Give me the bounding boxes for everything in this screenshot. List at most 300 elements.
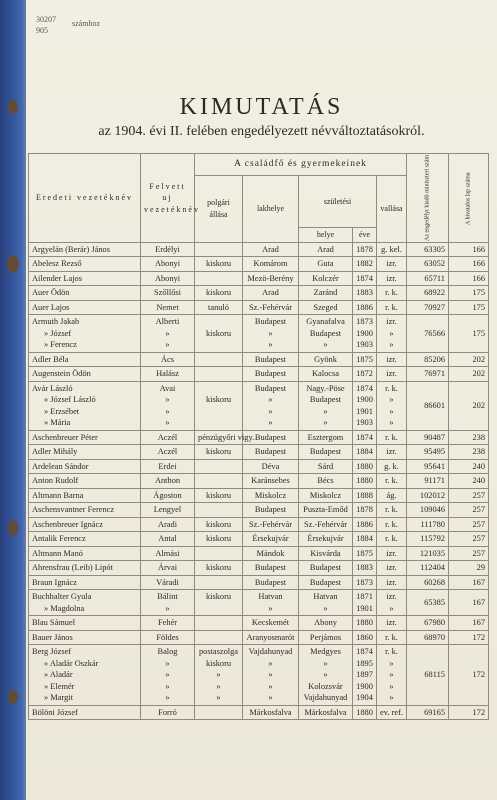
original-name-line: » József (44, 328, 72, 338)
ministry-number-cell: 60268 (407, 575, 449, 590)
new-name-line: » (165, 670, 170, 680)
original-name-line: Bölöni József (32, 707, 78, 717)
status-line: » (216, 670, 221, 680)
birth-year-cell (353, 459, 377, 474)
gazette-number-cell: 202 (449, 352, 489, 367)
religion-line: » (389, 340, 394, 350)
ministry-number-cell: 63305 (407, 242, 449, 257)
religion-line: r. k. (385, 647, 398, 657)
residence-cell (243, 488, 299, 503)
residence-line: Aranyosmarót (246, 632, 295, 642)
status-line (198, 383, 239, 395)
residence-cell (243, 616, 299, 631)
birth-year-cell (353, 532, 377, 547)
residence-cell (243, 257, 299, 272)
gazette-number-cell: 29 (449, 561, 489, 576)
new-name-line: Bálint (157, 592, 178, 602)
residence-line: Sz.-Fehérvár (248, 302, 293, 312)
original-name-line: Abelesz Rezső (32, 259, 82, 269)
gazette-number-cell: 257 (449, 532, 489, 547)
header-ministry-number: Az engedélyt kiadó miniszteri szám (407, 154, 449, 243)
new-name-cell (141, 488, 195, 503)
residence-cell (243, 561, 299, 576)
status-cell (195, 546, 243, 561)
birth-place-line: Miskolcz (309, 490, 342, 500)
status-line: kiskoru (205, 395, 232, 405)
book-spine (0, 0, 26, 800)
name-change-table (28, 153, 489, 720)
new-name-line: Ács (160, 354, 175, 364)
status-line (198, 368, 239, 380)
original-name-cell (29, 445, 141, 460)
birth-place-cell (299, 242, 353, 257)
original-name-cell (29, 546, 141, 561)
status-cell (195, 367, 243, 382)
residence-cell (243, 645, 299, 706)
status-cell (195, 474, 243, 489)
status-line: kiskoru (205, 490, 232, 500)
birth-place-cell (299, 488, 353, 503)
religion-line: r. k. (385, 288, 398, 298)
birth-place-cell (299, 503, 353, 518)
residence-cell (243, 517, 299, 532)
religion-cell (377, 630, 407, 645)
residence-line: Karánsebes (251, 476, 290, 486)
original-name-line: » Aladár (44, 670, 73, 680)
new-name-line: » (165, 406, 170, 416)
table-row (29, 352, 489, 367)
birth-year-line: 1901 (356, 603, 373, 613)
birth-year-line: 1880 (356, 707, 373, 717)
birth-year-line: 1878 (356, 505, 373, 515)
birth-place-line: Budapest (309, 447, 342, 457)
residence-cell (243, 532, 299, 547)
ministry-number-cell: 69165 (407, 705, 449, 720)
birth-year-cell (353, 381, 377, 430)
religion-line: » (389, 693, 394, 703)
status-line: postaszolga (198, 647, 239, 657)
original-name-line: Bauer János (32, 632, 73, 642)
original-name-line: Ardelean Sándor (32, 461, 89, 471)
religion-cell (377, 590, 407, 616)
birth-place-line: Érsekujvár (307, 534, 344, 544)
birth-year-line: 1900 (356, 681, 373, 691)
original-name-line: » Ferencz (44, 340, 77, 350)
residence-line: Sz.-Fehérvár (248, 519, 293, 529)
birth-place-line: Budapest (309, 563, 342, 573)
new-name-cell (141, 630, 195, 645)
ministry-number-cell: 65711 (407, 271, 449, 286)
birth-place-cell (299, 616, 353, 631)
religion-line: izr. (386, 259, 397, 269)
birth-year-line: 1874 (356, 647, 373, 657)
birth-place-line: Budapest (309, 328, 342, 338)
original-name-cell (29, 474, 141, 489)
status-cell (195, 286, 243, 301)
document-subtitle: az 1904. évi II. felében engedélyezett névváltoztatásokról. (98, 124, 425, 139)
birth-place-line: » (323, 340, 328, 350)
new-name-line: Avai (159, 383, 176, 393)
original-name-line: Auer Ödön (32, 288, 70, 298)
status-line: tanuló (208, 302, 229, 312)
header-status: polgári állása (195, 176, 243, 243)
original-name-cell (29, 575, 141, 590)
religion-line: izr. (386, 273, 397, 283)
residence-line: Miskolcz (254, 490, 287, 500)
new-name-cell (141, 503, 195, 518)
new-name-cell (141, 257, 195, 272)
new-name-cell (141, 286, 195, 301)
new-name-line: Alberti (155, 317, 180, 327)
birth-place-cell (299, 532, 353, 547)
birth-year-line: 1873 (356, 317, 373, 327)
residence-line: Mezö-Berény (247, 273, 294, 283)
reference-note: számhoz (72, 19, 100, 28)
status-line: kiskoru (205, 519, 232, 529)
original-name-line: Adler Mihály (32, 447, 78, 457)
original-name-cell (29, 630, 141, 645)
new-name-cell (141, 352, 195, 367)
new-name-line: » (165, 603, 170, 613)
birth-place-cell (299, 300, 353, 315)
original-name-line: Anton Rudolf (32, 476, 79, 486)
religion-cell (377, 561, 407, 576)
religion-line: izr. (386, 447, 397, 457)
new-name-line: » (165, 328, 170, 338)
religion-cell (377, 430, 407, 445)
religion-line: izr. (386, 592, 397, 602)
new-name-line: Árvai (157, 563, 178, 573)
birth-place-line: » (323, 418, 328, 428)
table-row (29, 575, 489, 590)
birth-place-cell (299, 517, 353, 532)
status-cell (195, 430, 255, 445)
header-religion: vallása (377, 176, 407, 243)
table-row (29, 517, 489, 532)
binding-hole (8, 690, 18, 704)
new-name-cell (141, 242, 195, 257)
ministry-number-cell: 112404 (407, 561, 449, 576)
birth-place-line: Nagy.-Pöse (306, 383, 345, 393)
birth-year-cell (353, 705, 377, 720)
new-name-cell (141, 532, 195, 547)
status-line (198, 417, 239, 429)
original-name-cell (29, 367, 141, 382)
birth-year-cell (353, 546, 377, 561)
new-name-cell (141, 645, 195, 706)
status-cell (195, 242, 243, 257)
new-name-line: Abonyi (154, 273, 181, 283)
birth-year-line: 1873 (356, 577, 373, 587)
religion-line: r. k. (385, 302, 398, 312)
original-name-cell (29, 488, 141, 503)
original-name-line: Aschenbreuer Ignácz (32, 519, 103, 529)
original-name-line: » Elemér (44, 681, 75, 691)
new-name-cell (141, 300, 195, 315)
birth-year-line: 1886 (356, 302, 373, 312)
table-row (29, 381, 489, 430)
religion-line: » (389, 681, 394, 691)
original-name-cell (29, 315, 141, 353)
residence-line: » (268, 693, 273, 703)
original-name-cell (29, 590, 141, 616)
original-name-cell (29, 286, 141, 301)
ministry-number-cell: 111780 (407, 517, 449, 532)
new-name-line: Abonyi (154, 259, 181, 269)
birth-year-line: 1903 (356, 340, 373, 350)
birth-year-line: 1875 (356, 354, 373, 364)
birth-place-cell (299, 352, 353, 367)
status-line (198, 577, 239, 589)
birth-year-cell (353, 367, 377, 382)
birth-place-line: Kalocsa (312, 369, 339, 379)
original-name-cell (29, 430, 141, 445)
status-line: kiskoru (205, 658, 232, 668)
birth-year-line: 1883 (356, 563, 373, 573)
birth-year-cell (353, 352, 377, 367)
religion-line: izr. (386, 618, 397, 628)
birth-year-cell (353, 430, 377, 445)
birth-place-line: Szeged (313, 302, 338, 312)
status-line (198, 603, 239, 615)
original-name-cell (29, 517, 141, 532)
status-line (198, 406, 239, 418)
new-name-line: » (165, 418, 170, 428)
birth-place-cell (299, 575, 353, 590)
ministry-number-cell: 65385 (407, 590, 449, 616)
birth-year-line: 1878 (356, 244, 373, 254)
ministry-number-cell: 102012 (407, 488, 449, 503)
birth-year-cell (353, 517, 377, 532)
religion-cell (377, 705, 407, 720)
status-cell (195, 315, 243, 353)
status-cell (195, 590, 243, 616)
birth-year-cell (353, 300, 377, 315)
residence-line: Márkosfalva (249, 707, 292, 717)
new-name-cell (141, 575, 195, 590)
table-row (29, 561, 489, 576)
new-name-line: Aczél (157, 432, 178, 442)
original-name-line: Blau Sámuel (32, 618, 76, 628)
table-row (29, 645, 489, 706)
residence-line: Hatvan (258, 592, 283, 602)
birth-year-cell (353, 242, 377, 257)
birth-year-line: 1897 (356, 670, 373, 680)
residence-cell (243, 315, 299, 353)
new-name-line: Nemet (156, 302, 179, 312)
residence-line: » (268, 681, 273, 691)
original-name-cell (29, 257, 141, 272)
religion-line: » (389, 658, 394, 668)
birth-year-line: 1904 (356, 693, 373, 703)
residence-line: Budapest (254, 354, 287, 364)
status-line (198, 339, 239, 351)
residence-cell (243, 300, 299, 315)
birth-year-cell (353, 445, 377, 460)
status-cell (195, 271, 243, 286)
residence-cell (243, 474, 299, 489)
table-row (29, 532, 489, 547)
residence-line: » (268, 658, 273, 668)
birth-place-cell (299, 474, 353, 489)
birth-year-line: 1871 (356, 592, 373, 602)
birth-place-cell (299, 546, 353, 561)
ministry-number-cell: 68115 (407, 645, 449, 706)
birth-place-cell (299, 630, 353, 645)
table-row (29, 616, 489, 631)
original-name-line: Aschensvantner Ferencz (32, 505, 115, 515)
status-cell (195, 561, 243, 576)
birth-year-line: 1903 (356, 418, 373, 428)
birth-year-line: 1872 (356, 369, 373, 379)
original-name-cell (29, 300, 141, 315)
status-cell (195, 630, 243, 645)
original-name-line: Auer Lajos (32, 302, 70, 312)
religion-line: » (389, 406, 394, 416)
status-line: kiskoru (205, 447, 232, 457)
new-name-line: Almási (155, 548, 180, 558)
birth-year-cell (353, 315, 377, 353)
residence-line: » (268, 395, 273, 405)
birth-year-cell (353, 474, 377, 489)
ministry-number-cell: 95641 (407, 459, 449, 474)
religion-cell (377, 575, 407, 590)
religion-cell (377, 459, 407, 474)
religion-line: g. k. (384, 461, 399, 471)
table-row (29, 546, 489, 561)
new-name-line: Balog (157, 647, 178, 657)
original-name-cell (29, 705, 141, 720)
birth-year-line: 1880 (356, 461, 373, 471)
residence-line: Budapest (254, 383, 287, 393)
header-original-name: Eredeti vezetéknév (29, 154, 141, 243)
status-line: kiskoru (205, 534, 232, 544)
birth-place-line: Medgyes (310, 647, 341, 657)
birth-place-line: » (323, 603, 328, 613)
header-residence: lakhelye (243, 176, 299, 243)
gazette-number-cell: 202 (449, 367, 489, 382)
status-cell (195, 459, 243, 474)
original-name-line: Avár László (32, 383, 73, 393)
religion-cell (377, 474, 407, 489)
birth-year-cell (353, 271, 377, 286)
binding-hole (8, 100, 18, 114)
original-name-line: Aschenbreuer Péter (32, 432, 98, 442)
new-name-cell (141, 590, 195, 616)
birth-place-line: » (323, 670, 328, 680)
birth-year-line: 1884 (356, 534, 373, 544)
birth-place-line: Esztergom (307, 432, 344, 442)
original-name-cell (29, 616, 141, 631)
header-birth-place: helye (299, 228, 353, 243)
original-name-line: Argyelán (Berár) János (32, 244, 110, 254)
birth-year-line: 1880 (356, 618, 373, 628)
original-name-line: » József László (44, 395, 96, 405)
religion-line: r. k. (385, 476, 398, 486)
gazette-number-cell: 166 (449, 242, 489, 257)
original-name-cell (29, 271, 141, 286)
religion-cell (377, 367, 407, 382)
status-cell (195, 645, 243, 706)
status-line: » (216, 693, 221, 703)
table-row (29, 300, 489, 315)
birth-year-line: 1880 (356, 476, 373, 486)
religion-line: r. k. (385, 534, 398, 544)
status-cell (195, 300, 243, 315)
birth-year-line: 1860 (356, 632, 373, 642)
religion-line: izr. (386, 369, 397, 379)
new-name-cell (141, 561, 195, 576)
birth-year-cell (353, 257, 377, 272)
ministry-number-cell: 76566 (407, 315, 449, 353)
residence-cell (243, 590, 299, 616)
original-name-cell (29, 242, 141, 257)
gazette-number-cell: 166 (449, 257, 489, 272)
residence-line: » (268, 328, 273, 338)
status-cell (195, 503, 243, 518)
status-cell (195, 488, 243, 503)
table-row (29, 257, 489, 272)
new-name-cell (141, 517, 195, 532)
original-name-line: Augenstein Ödön (32, 369, 91, 379)
status-line: kiskoru (205, 259, 232, 269)
reference-line-1: 30207 (36, 15, 56, 24)
original-name-cell (29, 352, 141, 367)
birth-year-cell (353, 503, 377, 518)
header-birth-year: éve (353, 228, 377, 243)
birth-place-line: Sz.-Fehérvár (303, 519, 348, 529)
ministry-number-cell: 76971 (407, 367, 449, 382)
religion-line: izr. (386, 563, 397, 573)
religion-cell (377, 503, 407, 518)
ministry-number-cell: 115792 (407, 532, 449, 547)
residence-cell (243, 286, 299, 301)
new-name-cell (141, 705, 195, 720)
birth-place-line: Perjámos (309, 632, 342, 642)
birth-year-line: 1900 (356, 328, 373, 338)
religion-cell (377, 315, 407, 353)
original-name-cell (29, 503, 141, 518)
birth-year-line: 1875 (356, 548, 373, 558)
birth-year-line: 1895 (356, 658, 373, 668)
new-name-cell (141, 459, 195, 474)
status-line (198, 273, 239, 285)
new-name-line: Halász (156, 369, 179, 379)
birth-year-line: 1874 (356, 383, 373, 393)
religion-line: ág. (386, 490, 397, 500)
religion-line: ev. ref. (380, 707, 403, 717)
new-name-line: Aradi (157, 519, 178, 529)
status-cell (195, 445, 243, 460)
original-name-line: Altmann Manó (32, 548, 83, 558)
gazette-number-cell: 175 (449, 286, 489, 301)
original-name-cell (29, 381, 141, 430)
religion-line: » (389, 670, 394, 680)
original-name-line: Antalik Ferencz (32, 534, 86, 544)
birth-place-cell (299, 367, 353, 382)
ministry-number-cell: 85206 (407, 352, 449, 367)
new-name-line: » (165, 395, 170, 405)
ministry-number-cell: 121035 (407, 546, 449, 561)
birth-year-cell (353, 286, 377, 301)
birth-place-line: Guta (317, 259, 334, 269)
birth-year-cell (353, 616, 377, 631)
residence-line: » (268, 406, 273, 416)
residence-line: Budapest (254, 577, 287, 587)
gazette-number-cell: 175 (449, 315, 489, 353)
residence-cell (243, 445, 299, 460)
birth-year-cell (353, 590, 377, 616)
